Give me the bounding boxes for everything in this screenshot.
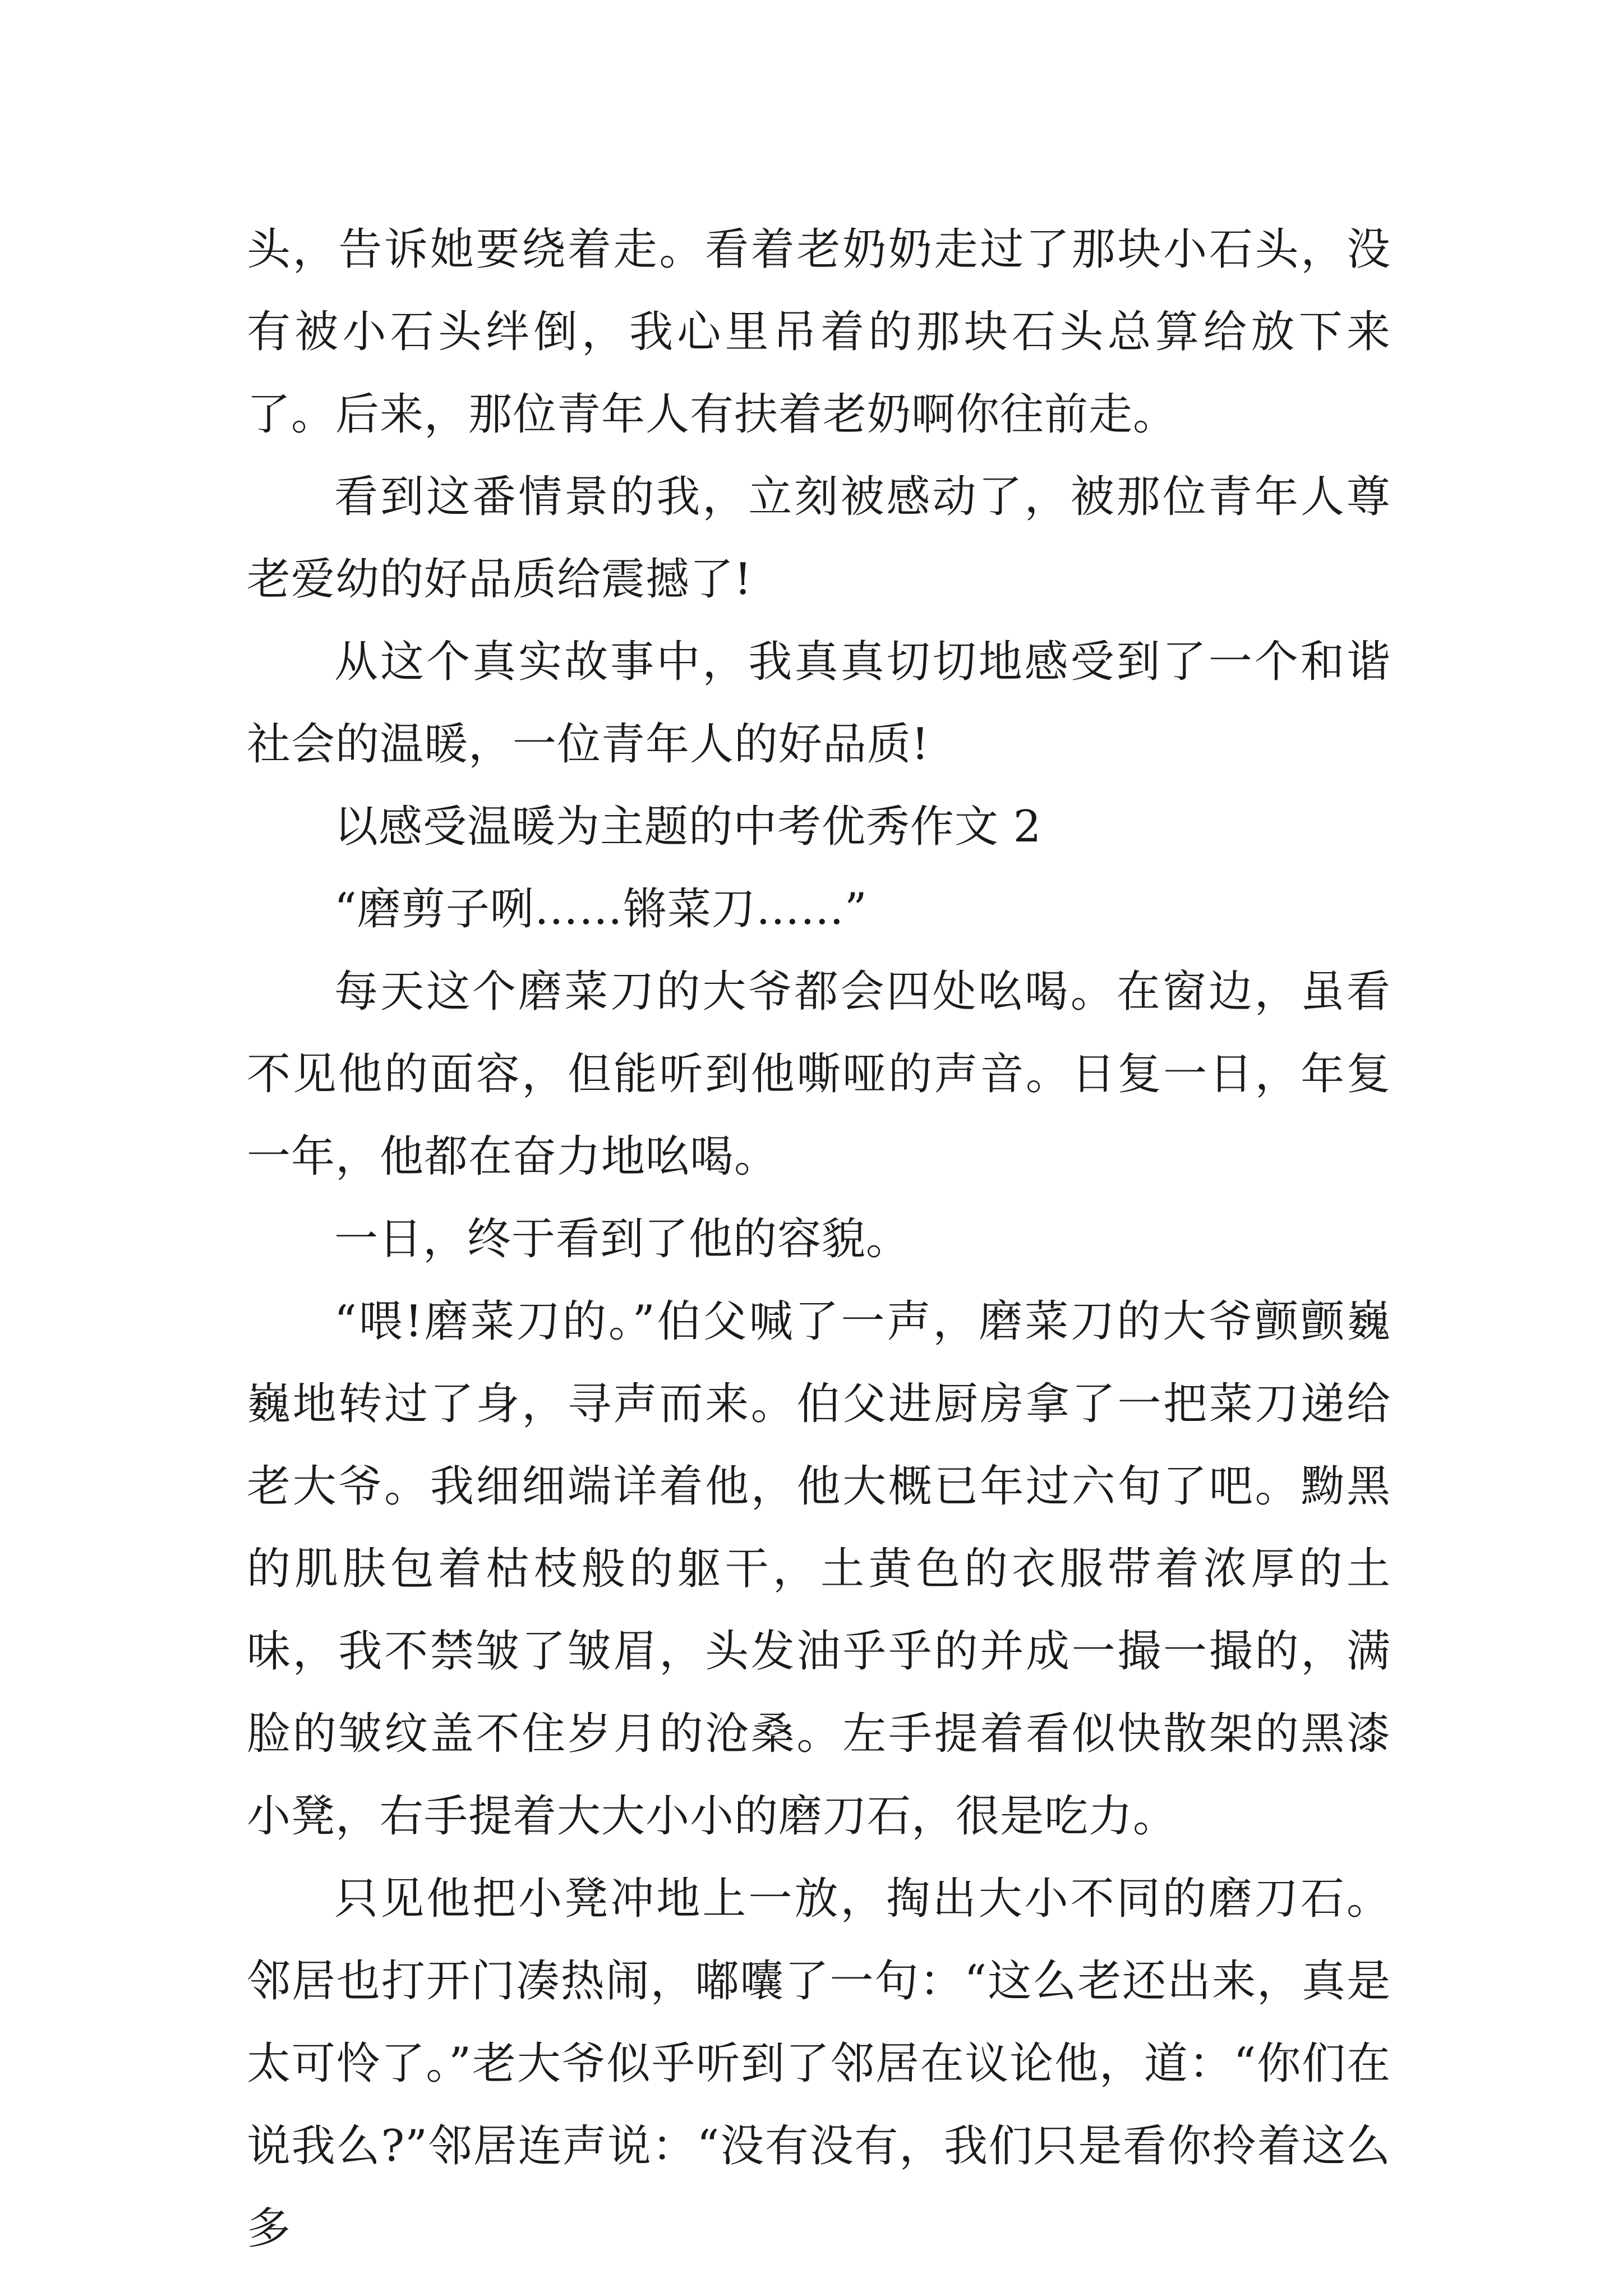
paragraph: 从这个真实故事中，我真真切切地感受到了一个和谐社会的温暖，一位青年人的好品质! xyxy=(247,637,1391,770)
paragraph-continuation: 头，告诉她要绕着走。看着老奶奶走过了那块小石头，没有被小石头绊倒，我心里吊着的那块石头总算给放下来了。后来，那位青年人有扶着老奶啊你往前走。 xyxy=(247,224,1391,440)
paragraph: “喂!磨菜刀的。”伯父喊了一声，磨菜刀的大爷颤颤巍巍地转过了身，寻声而来。伯父进厨房拿了一把菜刀递给老大爷。我细细端详着他，他大概已年过六旬了吧。黝黑的肌肤包着枯枝般的躯干，土黄色的衣服带着浓厚的土味，我不禁皱了皱眉，头发油乎乎的并成一撮一撮的，满脸的皱纹盖不住岁月的沧桑。左手提着看似快散架的黑漆小凳，右手提着大大小小的磨刀石，很是吃力。 xyxy=(247,1296,1391,1842)
section-heading: 以感受温暖为主题的中考优秀作文 2 xyxy=(334,802,1042,852)
paragraph: 看到这番情景的我，立刻被感动了，被那位青年人尊老爱幼的好品质给震撼了! xyxy=(247,472,1391,605)
paragraph: 一日，终于看到了他的容貌。 xyxy=(334,1214,911,1264)
article-body xyxy=(247,209,1391,2270)
paragraph: 每天这个磨菜刀的大爷都会四处吆喝。在窗边，虽看不见他的面容，但能听到他嘶哑的声音。日复一日，年复一年，他都在奋力地吆喝。 xyxy=(247,967,1391,1182)
paragraph: 只见他把小凳冲地上一放，掏出大小不同的磨刀石。邻居也打开门凑热闹，嘟囔了一句：“这么老还出来，真是太可怜了。”老大爷似乎听到了邻居在议论他，道：“你们在说我么?”邻居连声说：“没有没有，我们只是看你拎着这么多 xyxy=(247,1874,1391,2254)
paragraph-quote: “磨剪子咧……锵菜刀……” xyxy=(334,884,868,935)
